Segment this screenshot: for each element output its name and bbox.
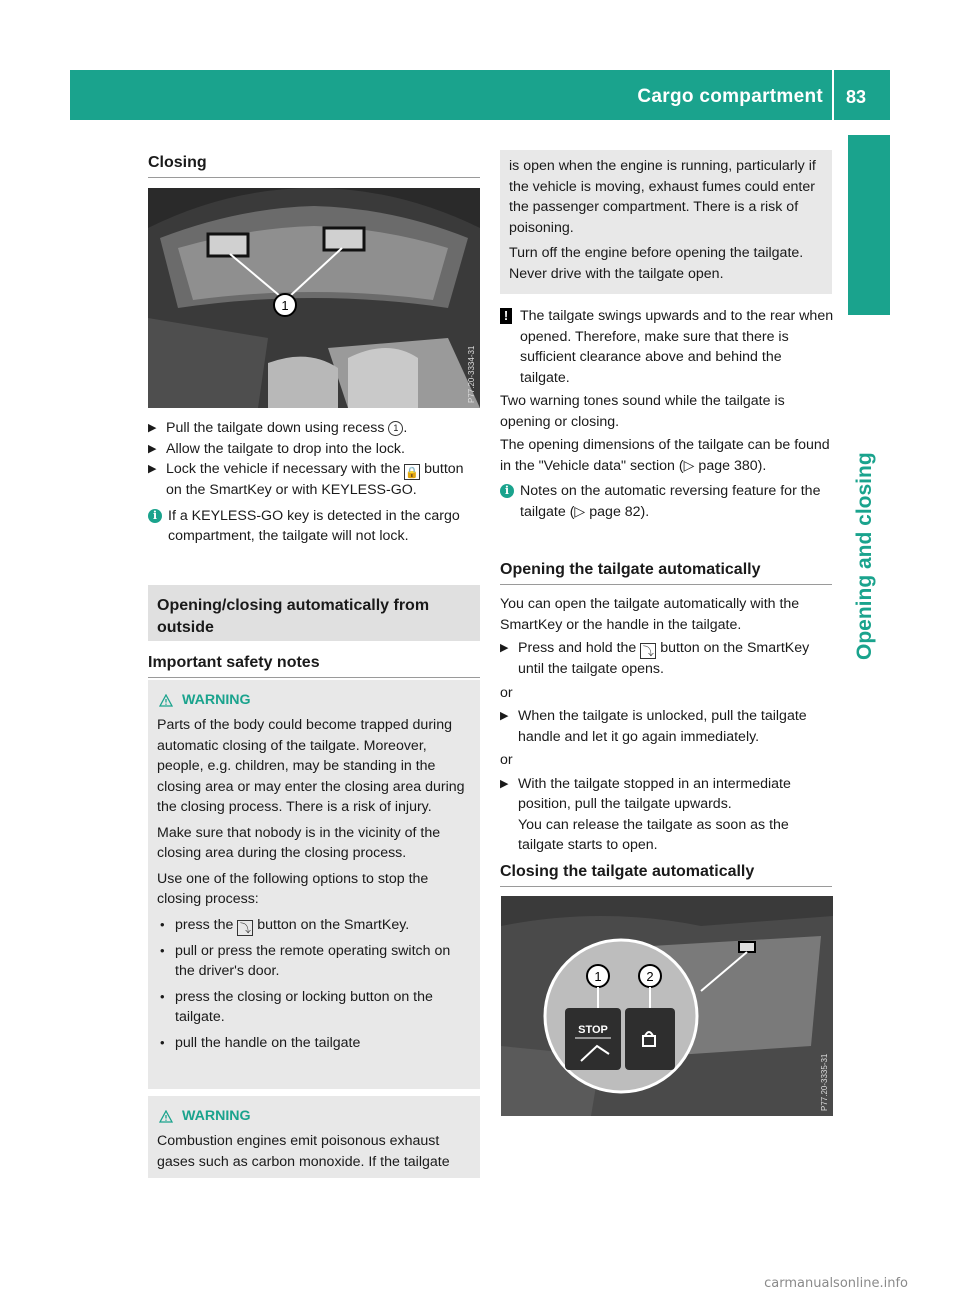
tailgate-clearance-note: ! The tailgate swings upwards and to the rear when opened. Therefore, make sure that there is sufficient clearance above and behind the tailgate. <box>500 306 834 388</box>
svg-text:P77.20-3334-31: P77.20-3334-31 <box>467 345 476 403</box>
closing-instructions <box>148 418 480 547</box>
body-paragraph: The opening dimensions of the tailgate can be found in the "Vehicle data" section (▷ page 380). <box>500 437 830 474</box>
watermark: carmanualsonline.info <box>764 1275 908 1291</box>
warning-box-exhaust <box>148 1096 480 1178</box>
closing-heading: Closing <box>148 154 207 171</box>
warning-box-exhaust-continued <box>500 150 832 294</box>
or-label: or <box>500 684 513 701</box>
heading-rule <box>148 177 480 178</box>
section-title: Cargo compartment <box>637 86 823 107</box>
step-pull-down: ▶ Pull the tailgate down using recess 1 . <box>148 418 480 439</box>
closing-auto-heading: Closing the tailgate automatically <box>500 863 755 880</box>
warning-paragraph: is open when the engine is running, particularly if the vehicle is moving, exhaust fumes could enter the passenger compartment. There is a risk of poisoning. <box>509 158 816 236</box>
warning-title: WARNING <box>157 1106 472 1126</box>
warning-title: WARNING <box>157 690 472 710</box>
step-arrow-icon: ▶ <box>500 642 509 654</box>
warning-paragraph: Parts of the body could become trapped during automatic closing of the tailgate. Moreover, people, e.g. children, may be standing in the closing area or may enter the closing area during the closing process. There is a risk of injury. <box>157 717 465 815</box>
step-allow-drop: ▶ Allow the tailgate to drop into the lock. <box>148 439 480 460</box>
step-pull-upwards: ▶ With the tailgate stopped in an intermediate position, pull the tailgate upwards. You can release the tailgate as soon as the tailgate starts to open. <box>500 775 791 853</box>
auto-section-heading: Opening/closing automatically from outside <box>148 585 480 641</box>
list-item: • press the ⤵ button on the SmartKey. <box>160 916 410 935</box>
warning-paragraph: Use one of the following options to stop the closing process: <box>157 870 429 907</box>
warning-box-trapping <box>148 680 480 1089</box>
bullet-icon: • <box>160 1034 165 1050</box>
warning-paragraph: Combustion engines emit poisonous exhaust gases such as carbon monoxide. If the tailgate <box>157 1133 450 1170</box>
body-paragraph: Two warning tones sound while the tailgate is opening or closing. <box>500 393 785 430</box>
warning-paragraph: Make sure that nobody is in the vicinity of the closing area during the closing process. <box>157 824 441 861</box>
step-arrow-icon: ▶ <box>148 422 157 434</box>
chapter-tab <box>848 135 890 315</box>
lock-button-icon: 🔒 <box>404 464 420 480</box>
svg-text:STOP: STOP <box>578 1024 608 1036</box>
page-number: 83 <box>846 87 867 107</box>
chapter-label: Opening and closing <box>853 452 876 660</box>
step-press-hold: ▶ Press and hold the ⤵ button on the SmartKey until the tailgate opens. <box>500 640 810 677</box>
heading-rule <box>500 886 832 887</box>
list-item: • press the closing or locking button on the tailgate. <box>160 988 433 1025</box>
svg-text:P77.20-3335-31: P77.20-3335-31 <box>820 1053 829 1111</box>
step-arrow-icon: ▶ <box>148 442 157 455</box>
heading-rule <box>500 584 832 585</box>
tailgate-recess-photo <box>148 188 480 408</box>
info-icon: i <box>500 484 514 498</box>
step-arrow-icon: ▶ <box>500 710 509 722</box>
reversing-feature-note: i Notes on the automatic reversing feature for the tailgate (▷ page 82). <box>500 481 834 522</box>
right-body <box>500 306 834 522</box>
step-arrow-icon: ▶ <box>500 777 509 790</box>
callout-1-icon: 1 <box>388 421 403 436</box>
or-label: or <box>500 752 513 768</box>
keyless-go-note: i If a KEYLESS-GO key is detected in the cargo compartment, the tailgate will not lock. <box>148 506 480 547</box>
warning-paragraph: Turn off the engine before opening the tailgate. Never drive with the tailgate open. <box>509 245 804 282</box>
info-icon: i <box>148 509 162 523</box>
tailgate-button-icon: ⤵ <box>237 920 253 936</box>
warning-triangle-icon <box>159 694 173 707</box>
bullet-icon: • <box>160 916 165 932</box>
tailgate-button-icon: ⤵ <box>640 643 656 659</box>
svg-text:2: 2 <box>646 969 654 984</box>
caution-icon: ! <box>500 308 512 324</box>
list-item: • pull the handle on the tailgate <box>157 1033 472 1054</box>
svg-text:1: 1 <box>281 298 289 313</box>
opening-heading: Opening the tailgate automatically <box>500 561 761 578</box>
safety-heading: Important safety notes <box>148 654 320 671</box>
bullet-icon: • <box>160 988 165 1004</box>
heading-rule <box>148 677 480 678</box>
bullet-icon: • <box>160 942 165 958</box>
list-item: • pull or press the remote operating switch on the driver's door. <box>160 942 451 979</box>
step-arrow-icon: ▶ <box>148 463 157 475</box>
body-paragraph: You can open the tailgate automatically with the SmartKey or the handle in the tailgate. <box>500 596 800 633</box>
step-lock-vehicle: ▶ Lock the vehicle if necessary with the 🔒 button on the SmartKey or with KEYLESS-GO. <box>148 461 464 498</box>
tailgate-buttons-photo <box>501 896 833 1116</box>
warning-triangle-icon <box>159 1110 173 1123</box>
header-divider <box>832 70 834 120</box>
step-pull-handle: ▶ When the tailgate is unlocked, pull the tailgate handle and let it go again immediately. <box>500 708 807 745</box>
opening-instructions <box>500 594 834 856</box>
svg-text:1: 1 <box>594 969 602 984</box>
